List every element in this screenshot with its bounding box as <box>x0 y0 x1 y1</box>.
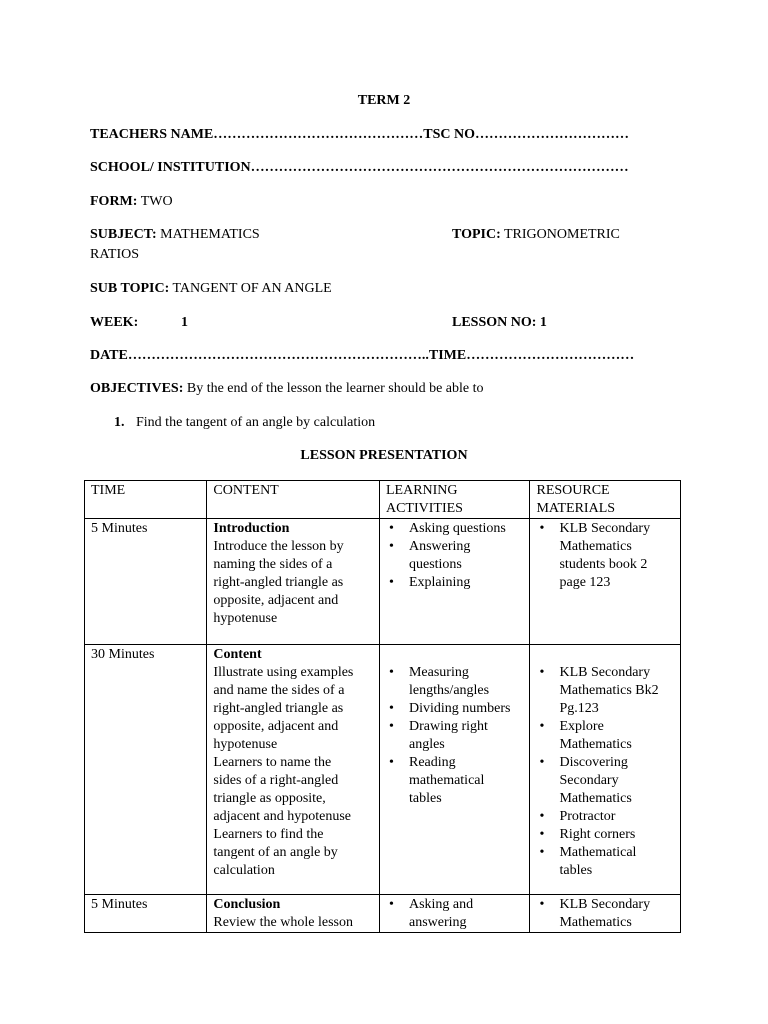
content-cell <box>207 519 380 645</box>
content-title: Introduction <box>213 521 290 536</box>
resources-cell <box>530 519 681 645</box>
presentation-title: LESSON PRESENTATION <box>300 448 468 463</box>
activity-item: • Drawing right angles <box>386 718 524 754</box>
content-line: hypotenuse <box>213 611 278 626</box>
activity-item: • Asking and answering <box>386 896 524 932</box>
content-line: Review the whole lesson <box>213 915 353 930</box>
activities-cell <box>379 645 530 895</box>
time-cell <box>85 519 207 645</box>
subject-label: SUBJECT: <box>90 227 157 242</box>
form-value: TWO <box>140 194 173 209</box>
resources-cell <box>530 645 681 895</box>
content-title: Content <box>213 647 262 662</box>
activity-item: • Answering questions <box>386 538 524 574</box>
header-time-text: TIME <box>91 483 126 498</box>
subtopic-value: TANGENT OF AN ANGLE <box>172 281 332 296</box>
form-line <box>90 193 173 211</box>
header-activities <box>379 481 530 519</box>
resource-item: • KLB Secondary Mathematics <box>536 896 674 932</box>
date-time-line: DATE………………………………………………………..TIME……………………………… <box>90 348 635 363</box>
time-cell <box>85 645 207 895</box>
content-cell <box>207 895 380 933</box>
activity-item: • Explaining <box>386 574 524 592</box>
time-text: 5 Minutes <box>91 521 148 536</box>
objectives-label: OBJECTIVES: <box>90 381 184 396</box>
header-content <box>207 481 380 519</box>
week-value: 1 <box>181 315 188 330</box>
objectives-text: By the end of the lesson the learner should be able to <box>186 381 484 396</box>
content-line: calculation <box>213 863 275 878</box>
objectives-line <box>90 380 484 398</box>
resource-item: • Protractor <box>536 808 674 826</box>
lesson-table <box>84 480 681 933</box>
content-line: adjacent and hypotenuse <box>213 809 352 824</box>
content-line: tangent of an angle by <box>213 845 338 860</box>
school-line: SCHOOL/ INSTITUTION……………………………………………………………………… <box>90 160 629 175</box>
activity-item: • Dividing numbers <box>386 700 524 718</box>
content-line: right-angled triangle as <box>213 575 344 590</box>
activities-cell <box>379 519 530 645</box>
subtopic-line <box>90 280 332 298</box>
header-content-text: CONTENT <box>213 483 279 498</box>
content-line: Learners to name the <box>213 755 332 770</box>
content-line: opposite, adjacent and <box>213 719 339 734</box>
content-line: triangle as opposite, <box>213 791 326 806</box>
content-cell <box>207 645 380 895</box>
time-text: 5 Minutes <box>91 897 148 912</box>
resource-item: • KLB Secondary Mathematics students book 2 page 123 <box>536 520 674 592</box>
resource-item: • Mathematical tables <box>536 844 674 880</box>
subject-value: MATHEMATICS <box>160 227 260 242</box>
content-line: Illustrate using examples <box>213 665 354 680</box>
resource-item: • KLB Secondary Mathematics Bk2 Pg.123 <box>536 664 674 718</box>
header-resources-text-1: RESOURCE <box>536 483 610 498</box>
topic-line <box>452 226 620 244</box>
table-row <box>85 645 681 895</box>
content-title: Conclusion <box>213 897 281 912</box>
table-row <box>85 895 681 933</box>
content-line: right-angled triangle as <box>213 701 344 716</box>
subject-line <box>90 226 260 244</box>
objective-item: Find the tangent of an angle by calculation <box>136 415 376 430</box>
time-text: 30 Minutes <box>91 647 155 662</box>
week-label: WEEK: <box>90 315 139 330</box>
topic-label: TOPIC: <box>452 227 501 242</box>
teacher-name-line: TEACHERS NAME………………………………………TSC NO…………………………… <box>90 127 630 142</box>
header-time <box>85 481 207 519</box>
activities-cell <box>379 895 530 933</box>
topic-continuation: RATIOS <box>90 247 140 262</box>
content-line: Learners to find the <box>213 827 324 842</box>
activity-item: • Asking questions <box>386 520 524 538</box>
resources-cell <box>530 895 681 933</box>
lesson-number: LESSON NO: 1 <box>452 315 547 330</box>
header-resources <box>530 481 681 519</box>
content-line: hypotenuse <box>213 737 278 752</box>
table-row <box>85 519 681 645</box>
time-cell <box>85 895 207 933</box>
content-line: opposite, adjacent and <box>213 593 339 608</box>
resource-item: • Explore Mathematics <box>536 718 674 754</box>
header-activities-text-1: LEARNING <box>385 483 458 498</box>
content-line: sides of a right-angled <box>213 773 339 788</box>
topic-value: TRIGONOMETRIC <box>504 227 620 242</box>
activity-item: • Reading mathematical tables <box>386 754 524 808</box>
header-resources-text-2: MATERIALS <box>536 501 616 516</box>
content-line: and name the sides of a <box>213 683 345 698</box>
table-header-row <box>85 481 681 519</box>
objective-number: 1. <box>114 415 125 430</box>
resource-item: • Discovering Secondary Mathematics <box>536 754 674 808</box>
resource-item: • Right corners <box>536 826 674 844</box>
content-line: naming the sides of a <box>213 557 333 572</box>
term-heading: TERM 2 <box>357 93 411 108</box>
form-label: FORM: <box>90 194 138 209</box>
header-activities-text-2: ACTIVITIES <box>385 501 463 516</box>
activity-item: • Measuring lengths/angles <box>386 664 524 700</box>
content-line: Introduce the lesson by <box>213 539 344 554</box>
subtopic-label: SUB TOPIC: <box>90 281 170 296</box>
